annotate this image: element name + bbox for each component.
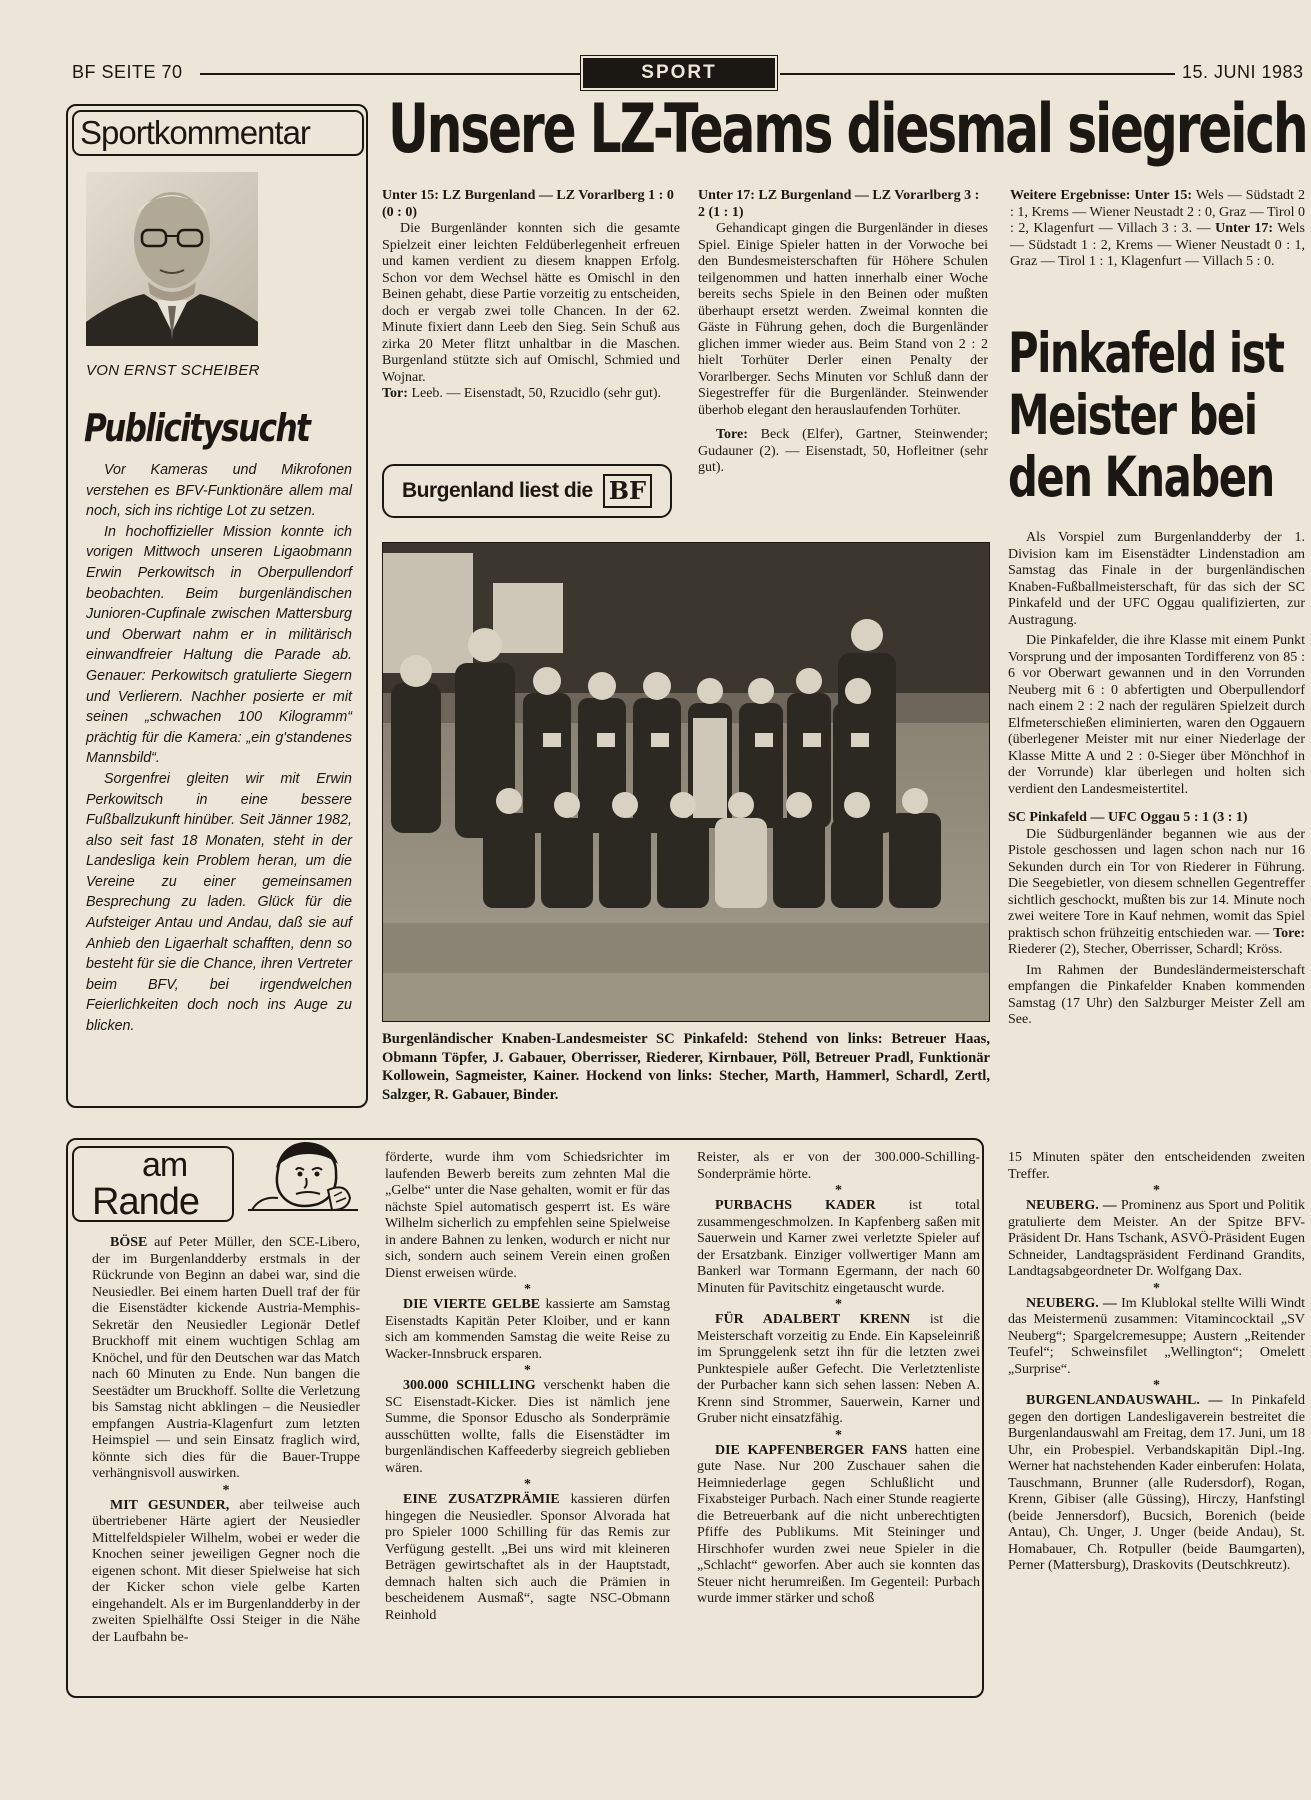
rande-item-head: MIT GESUNDER, [110, 1497, 230, 1513]
separator-star-icon: * [1153, 1280, 1160, 1296]
separator-star-icon: * [1153, 1183, 1160, 1198]
rande-item [1008, 1296, 1305, 1379]
kommentar-body [86, 460, 352, 1037]
rande-item-text: kassieren dürfen hingegen die Neusiedler. Sponsor Alvorada hat pro Spieler 1000 Schilling für das Remis zur Verfügung gestellt. „Bei uns wird mit kleineren Beträgen gewirtschaftet als in der Hauptstadt, demnach halten sich auch die Prämien in bescheidenem Ausmaß“, sagte NSC-Obmann Reinhold [385, 1492, 670, 1623]
cartoon-illustration [238, 1140, 368, 1224]
photo-caption-text: Burgenländischer Knaben-Landesmeister SC Pinkafeld: Stehend von links: Betreuer Haas, Obmann Töpfer, J. Gabauer, Oberrisser, Riederer, Kirnbauer, Pöll, Betreuer Pradl, Funktionär Kollowein, Sagmeister, Kainer. Hockend von links: Stecher, Marth, Hammerl, Schardl, Zertl, Salzger, R. Gabauer, Binder. [382, 1031, 990, 1103]
kommentar-byline: VON ERNST SCHEIBER [86, 362, 260, 379]
pinkafeld-headline-line-3: den Knaben [1008, 445, 1274, 509]
lz-headline: Unsere LZ-Teams diesmal siegreich [388, 90, 1307, 169]
separator-star-icon: * [524, 1477, 531, 1492]
section-text: SPORT [641, 62, 717, 83]
rande-item [385, 1378, 670, 1477]
author-portrait [86, 172, 258, 346]
pinkafeld-headline [1008, 322, 1284, 508]
rande-item-text: kassierte am Samstag Eisenstadts Kapitän Peter Kloiber, und er kann sich am kommenden Samstag die weite Reise zu Wacker-Innsbruck ersparen. [385, 1297, 671, 1362]
team-photo-image [383, 543, 990, 1022]
weitere-u15-results: Wels — Südstadt 2 : 1, Krems — Wiener Neustadt 2 : 0, Graz — Tirol 0 : 2, Klagenfurt — Villach 3 : 3. — [1010, 188, 1306, 236]
separator-star-icon: * [222, 1482, 230, 1498]
pinkafeld-headline-line-2: Meister bei [1008, 383, 1257, 447]
kommentar-headline: Publicitysucht [84, 406, 310, 450]
lz-u15-tor-label: Tor: [382, 386, 408, 401]
lz-column-u15 [382, 188, 680, 403]
pinkafeld-paragraph: Die Pinkafelder, die ihre Klasse mit einem Punkt Vorsprung und der imposanten Tordifferenz von 85 : 6 vor Oberwart gewannen und in den Vorrunden Neuberg mit 6 : 0 abfertigten und Oberpullendorf nach einem 2 : 2 nach der regulären Spielzeit durch Elfmeterschießen eliminierten, waren den Oggauern (überlegener Meister mit nur einer Niederlage der Klasse Mitte A und 2 : 0-Sieger über Mönchhof in der Vorrunde) klar überlegen und holten sich verdient den Landesmeistertitel. [1008, 633, 1305, 797]
separator-star-icon: * [835, 1297, 842, 1312]
rande-item [1008, 1198, 1305, 1281]
rande-item-head: NEUBERG. — [1026, 1198, 1117, 1213]
bf-logo: BF [603, 474, 652, 508]
photo-caption [382, 1030, 990, 1104]
kommentar-title: Sportkommentar [80, 114, 310, 151]
rande-item-head: 300.000 SCHILLING [403, 1378, 536, 1393]
pinkafeld-paragraph: Im Rahmen der Bundesländermeisterschaft empfangen die Pinkafelder Knaben kommenden Samstag (17 Uhr) den Salzburger Meister Zell am See. [1008, 962, 1305, 1027]
rande-item-head: PURBACHS KADER [715, 1198, 876, 1213]
lz-column-u17 [698, 188, 988, 477]
pinkafeld-tore-text: Riederer (2), Stecher, Oberrisser, Schardl; Kröss. [1008, 942, 1283, 957]
section-label [583, 58, 775, 88]
rande-item [697, 1443, 980, 1608]
kommentar-title-frame [72, 110, 364, 156]
separator-star-icon: * [1153, 1378, 1160, 1393]
lz-u15-head [382, 188, 680, 221]
rande-item [92, 1235, 360, 1483]
weitere-ergebnisse [1010, 188, 1305, 271]
lz-u17-tore-label: Tore: [716, 427, 748, 442]
am-rande-title-line-1: am [142, 1146, 188, 1184]
pinkafeld-paragraph: Als Vorspiel zum Burgenlandderby der 1. Division kam im Eisenstädter Lindenstadion am Samstag das Finale in der burgenländischen Knaben-Fußballmeisterschaft, für das sich der SC Pinkafeld und der UFC Oggau qualifizierten, zur Austragung. [1008, 530, 1305, 628]
team-photo [382, 542, 990, 1022]
lz-u15-text: Die Burgenländer konnten sich die gesamte Spielzeit einer leichten Feldüberlegenheit erfreuen und kamen verdient zu diesem knappen Erfolg. Schon vor dem Wechsel hätte es Omischl in den Beinen gehabt, diese Partie vorzeitig zu entscheiden, doch er vergab zwei tolle Chancen. In der 62. Minute fixiert dann Leeb den Sieg. Sein Schuß aus zirka 20 Meter flitzt unhaltbar in die Maschen. Burgenland stützte sich auf Omischl, Schmied und Wojnar. [382, 221, 680, 385]
weitere-text [1010, 188, 1305, 271]
rande-item-text: Prominenz aus Sport und Politik gratulierte dem Meister. An der Spitze BFV-Präsident Dr. Hans Tschank, ASVÖ-Präsident Eugen Schneider, Landtagspräsident Ferdinand Grandits, Landtagsabgeordneter Dr. Wolfgang Dax. [1008, 1198, 1306, 1279]
rande-item [92, 1498, 360, 1647]
rande-item-text: In Pinkafeld gegen den dortigen Landesligaverein bestreitet die Burgenlandauswahl am Freitag, dem 17. Juni, um 18 Uhr, ein Probespiel. Verbandskapitän Dipl.-Ing. Werner hat nachstehenden Kader einberufen: Holata, Tauschmann, Brunner (alle Rudersdorf), Rogan, Krenn, Gibiser (alle Güssing), Hirczy, Hanfstingl (beide Jennersdorf), Bucsich, Borenich (beide Antau), Ch. Unger, J. Unger (beide Andau), St. Homabauer, Ch. Rotpuller (beide Baumgarten), Perner (Mattersburg), Draskovits (Deutschkreutz). [1008, 1393, 1305, 1573]
lz-u17-tore [698, 427, 988, 477]
weitere-label-u17: Unter 17: [1215, 221, 1274, 236]
rande-item-head: BURGENLANDAUSWAHL. — [1026, 1393, 1223, 1408]
separator-star-icon: * [835, 1427, 842, 1443]
rande-item-head: NEUBERG. — [1026, 1295, 1117, 1311]
pinkafeld-headline-line-1: Pinkafeld ist [1008, 321, 1284, 385]
pinkafeld-article [1008, 530, 1305, 1029]
rande-item-text: verschenkt haben die SC Eisenstadt-Kicker. Dies ist nämlich jene Summe, die Sponsor Eduscho als Sonderprämie ausschütten wollte, falls die Eisenstädter im burgenländischen Kaffeederby siegreich geblieben wären. [385, 1378, 671, 1476]
rande-item-head: DIE VIERTE GELBE [403, 1297, 541, 1312]
pinkafeld-paragraph [1008, 827, 1305, 959]
separator-star-icon: * [835, 1183, 842, 1198]
rande-item-head: EINE ZUSATZPRÄMIE [403, 1492, 560, 1507]
pinkafeld-match-report: Die Südburgenländer begannen wie aus der Pistole geschossen und lagen schon nach nur 16 Sekunden durch ein Tor von Riederer in Führung. Die Seegebietler, von diesem schnellen Gegentreffer sichtlich geschockt, mußten bis zur 14. Minute noch zwei weitere Tore in Kauf nehmen, womit das Spiel praktisch schon frühzeitig entschieden war. — [1008, 826, 1305, 941]
pinkafeld-continuation: 15 Minuten später den entscheidenden zweiten Treffer. [1008, 1150, 1305, 1182]
weitere-u17-results: Wels — Südstadt 1 : 2, Krems — Wiener Neustadt 0 : 1, Graz — Tirol 1 : 1, Klagenfurt — Villach 5 : 0. [1010, 221, 1305, 269]
am-rande-column-1 [92, 1235, 360, 1646]
kommentar-paragraph: Vor Kameras und Mikrofonen verstehen es BFV-Funktionäre allem mal noch, sich ins richtige Lot zu setzen. [86, 462, 352, 520]
separator-star-icon: * [524, 1363, 531, 1378]
lz-u17-tore-text: Beck (Elfer), Gartner, Steinwender; Gudauner (2). — Eisenstadt, 50, Hofleitner (sehr gut). [698, 427, 988, 475]
lz-u15-tor-text: Leeb. — Eisenstadt, 50, Rzucidlo (sehr gut). [411, 386, 662, 401]
rande-item [385, 1297, 670, 1363]
page-number: BF SEITE 70 [72, 62, 183, 82]
issue-date: 15. JUNI 1983 [1182, 62, 1304, 82]
lz-u15-head-text: Unter 15: LZ Burgenland — LZ Vorarlberg 1 : 0 (0 : 0) [382, 188, 674, 220]
am-rande-column-2 [385, 1150, 670, 1624]
rande-item-text: aber teilweise auch übertriebener Härte agiert der Neusiedler Mittelfeldspieler Wilhelm, wobei er weder die Knochen seiner jeweiligen Gegner noch die eigenen schont. Mit dieser Spielweise hat sich der Kicker schon viele gelbe Karten eingehandelt. Als er im Burgenlandderby in der zweiten Spielhälfte Ossi Steiger in die Nähe der Laufbahn be- [92, 1497, 361, 1645]
rande-item-text: Im Klublokal stellte Willi Windt das Meistermenü zusammen: Vitamincocktail „SV Neuberg“; Spargelcremesuppe; Austern „Reitender Teufel“; Schweinsfilet „Wellington“; Omelett „Surprise“. [1008, 1295, 1306, 1377]
author-portrait-image [86, 172, 258, 346]
rande-item-text: Reister, als er von der 300.000-Schilling-Sonderprämie hörte. [697, 1150, 980, 1182]
am-rande-column-3 [697, 1150, 980, 1608]
header-rule-left [200, 73, 580, 75]
rande-item [697, 1198, 980, 1297]
rande-item [1008, 1393, 1305, 1575]
weitere-label: Weitere Ergebnisse: Unter 15: [1010, 188, 1193, 203]
rande-item-text: auf Peter Müller, den SCE-Libero, der im Burgenlandderby erstmals in der Rückrunde von Beginn an dabei war, sind die Neusiedler. Bei einem harten Duell traf der für die Eisenstädter kickende Austria-Memphis-Sekretär den Neusiedler Legionär Detlef Bruckhoff mit einem wuchtigen Schlag am Knöchel, und für den Deutschen war das Match nach 60 Minuten zu Ende. Nun bangen die Seestädter um Bruckhoff. Sollte die Verletzung bis Samstag nicht abklingen – die Neusiedler empfangen Austria-Klagenfurt zum letzten Heimspiel — und sein Einsatz fraglich wird, könnte sich dies für die Bauer-Truppe verhängnisvoll auswirken. [92, 1235, 360, 1481]
header-rule-right [780, 73, 1175, 75]
lz-u17-text: Gehandicapt gingen die Burgenländer in dieses Spiel. Einige Spieler hatten in der Vorwoche bei den Bundesmeisterschaften für Höhere Schulen teilgenommen und hatten innerhalb einer Woche bereits sechs Spiele in den Beinen oder mußten überhaupt ersetzt werden. Zweimal konnten die Gäste in Führung gehen, doch die Burgenländer glichen immer wieder aus. Beim Stand von 2 : 2 hielt Torhüter Derler einen Penalty der Vorarlberger. Sechs Minuten vor Schluß dann der Siegestreffer für die Burgenländer. Steinwender überhob elegant den herauslaufenden Torhüter. [698, 221, 988, 418]
lz-u15-tor [382, 386, 680, 403]
am-rande-title-frame [72, 1146, 234, 1222]
kommentar-paragraph: In hochoffizieller Mission konnte ich vorigen Mittwoch unseren Ligaobmann Erwin Perkowitsch in Oberpullendorf beobachten. Beim burgenländischen Junioren-Cupfinale zwischen Mattersburg und Oberwart nahm er in militärisch einwandfreier Haltung die Parade ab. Genauer: Perkowitsch gratulierte Siegern und Verlierern. Nachher posierte er mit seinen „schwachen 100 Kilogramm“ prächtig für die Kamera: „ein g'standenes Mannsbild“. [86, 523, 352, 767]
rande-item-head: BÖSE [110, 1235, 148, 1250]
rande-item-text: förderte, wurde ihm vom Schiedsrichter im laufenden Bewerb bereits zum zehnten Mal die „Gelbe“ unter die Nase gehalten, womit er für das nächste Spiel automatisch gesperrt ist. Es wäre Wilhelm sicherlich zu empfehlen seine Spielweise in andere Bahnen zu lenken, wodurch er nicht nur sich, sondern auch seinem Verein einen großen Dienst erweisen würde. [385, 1150, 670, 1281]
rande-item-head: FÜR ADALBERT KRENN [715, 1312, 911, 1327]
rande-item-text: ist total zusammengeschmolzen. In Kapfenberg saßen mit Sauerwein und Karner zwei verletzte Spieler auf der Ersatzbank. Einziger vollwertiger Mann am Bankerl war Tormann Egermann, der nach 60 Minuten für Pavitschitz eingetauscht wurde. [697, 1198, 980, 1296]
pinkafeld-tore-label: Tore: [1273, 925, 1306, 941]
rande-item-text: ist die Meisterschaft vorzeitig zu Ende. Ein Kapseleinriß im Sprunggelenk setzt ihn für die letzten zwei Punktespiele außer Gefecht. Die Verletztenliste der Purbacher kann sich sehen lassen: Neben A. Krenn sind Strommer, Sauerwein, Karner und Gruber nicht einsatzfähig. [697, 1312, 980, 1426]
lz-u17-head-text: Unter 17: LZ Burgenland — LZ Vorarlberg 3 : 2 (1 : 1) [698, 188, 980, 220]
lz-u17-head [698, 188, 988, 221]
am-rande-title-line-2: Rande [92, 1181, 199, 1223]
bf-ad-text: Burgenland liest die [401, 479, 593, 502]
rande-item-head: DIE KAPFENBERGER FANS [715, 1442, 908, 1458]
cartoon-face-icon [238, 1140, 368, 1224]
rande-item-text: hatten eine gute Nase. Nur 200 Zuschauer sahen die Heimniederlage gegen Schlußlicht und Fixabsteiger Purbach. Nach einer Stunde reagierte die Betreuerbank auf die nicht unberechtigten Pfiffe des Publikums. Mit Steininger und Hirschhofer wurden zwei neue Spieler in die „Schlacht“ geworfen. Aber auch sie konnten das Steuer nicht herumreißen. Im Gegenteil: Purbach wurde immer stärker und schoß [697, 1442, 980, 1606]
rande-item [385, 1492, 670, 1624]
pinkafeld-subhead-text: SC Pinkafeld — UFC Oggau 5 : 1 (3 : 1) [1008, 810, 1248, 825]
pinkafeld-subhead [1008, 810, 1305, 827]
bf-ad-box [382, 464, 672, 518]
right-column-bottom [1008, 1150, 1305, 1575]
separator-star-icon: * [524, 1282, 531, 1297]
kommentar-paragraph: Sorgenfrei gleiten wir mit Erwin Perkowitsch in eine bessere Fußballzukunft hinüber. Seit Jänner 1982, also seit fast 18 Monaten, steht in der Landesliga kein Problem heran, um die Vereine zu einer gemeinsamen Besprechung zu laden. Glück für die Aufsteiger Antau und Andau, daß sie auf Anhieb den Ligaerhalt schafften, denn so besteht für sie die Chance, ihren Vertreter beim BFV, bei irgendwelchen Feierlichkeiten doch noch ins Auge zu blicken. [86, 770, 352, 1035]
rande-item [697, 1312, 980, 1428]
